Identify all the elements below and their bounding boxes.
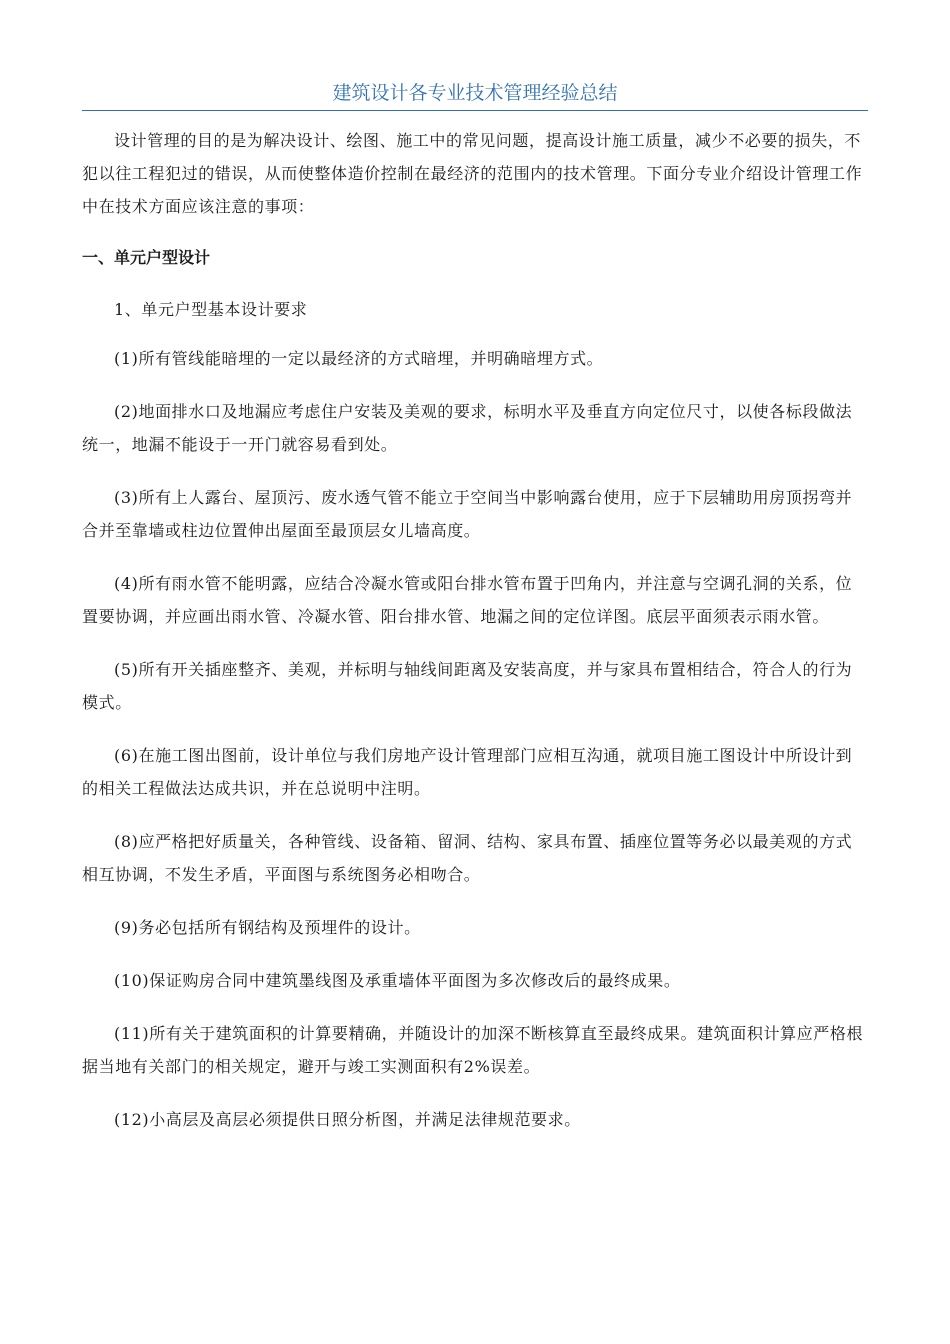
requirement-item: (12)小高层及高层必须提供日照分析图，并满足法律规范要求。	[114, 1110, 581, 1129]
title-underline	[82, 110, 868, 111]
document-page	[82, 78, 868, 1136]
requirement-item: (8)应严格把好质量关，各种管线、设备箱、留洞、结构、家具布置、插座位置等务必以最美观的方式相互协调，不发生矛盾，平面图与系统图务必相吻合。	[82, 832, 853, 884]
sub-heading: 1、单元户型基本设计要求	[114, 300, 308, 319]
requirement-item: (9)务必包括所有钢结构及预埋件的设计。	[114, 918, 421, 937]
requirement-item: (5)所有开关插座整齐、美观，并标明与轴线间距离及安装高度，并与家具布置相结合，符合人的行为模式。	[82, 660, 853, 712]
requirement-item: (2)地面排水口及地漏应考虑住户安装及美观的要求，标明水平及垂直方向定位尺寸，以使各标段做法统一，地漏不能设于一开门就容易看到处。	[82, 402, 853, 454]
document-title: 建筑设计各专业技术管理经验总结	[332, 82, 618, 104]
section-heading: 一、单元户型设计	[82, 248, 211, 267]
intro-paragraph: 设计管理的目的是为解决设计、绘图、施工中的常见问题，提高设计施工质量，减少不必要的损失，不犯以往工程犯过的错误，从而使整体造价控制在最经济的范围内的技术管理。下面分专业介绍设计管理工作中在技术方面应该注意的事项：	[82, 131, 863, 216]
requirement-item: (3)所有上人露台、屋顶污、废水透气管不能立于空间当中影响露台使用，应于下层辅助用房顶拐弯并合并至靠墙或柱边位置伸出屋面至最顶层女儿墙高度。	[82, 488, 853, 540]
requirement-item: (6)在施工图出图前，设计单位与我们房地产设计管理部门应相互沟通，就项目施工图设计中所设计到的相关工程做法达成共识，并在总说明中注明。	[82, 746, 853, 798]
requirement-item: (4)所有雨水管不能明露，应结合冷凝水管或阳台排水管布置于凹角内，并注意与空调孔洞的关系，位置要协调，并应画出雨水管、冷凝水管、阳台排水管、地漏之间的定位详图。底层平面须表示雨水管。	[82, 574, 853, 626]
requirement-item: (11)所有关于建筑面积的计算要精确，并随设计的加深不断核算直至最终成果。建筑面积计算应严格根据当地有关部门的相关规定，避开与竣工实测面积有2%误差。	[82, 1024, 864, 1076]
requirement-item: (1)所有管线能暗埋的一定以最经济的方式暗埋，并明确暗埋方式。	[114, 349, 604, 368]
requirement-item: (10)保证购房合同中建筑墨线图及承重墙体平面图为多次修改后的最终成果。	[114, 971, 681, 990]
